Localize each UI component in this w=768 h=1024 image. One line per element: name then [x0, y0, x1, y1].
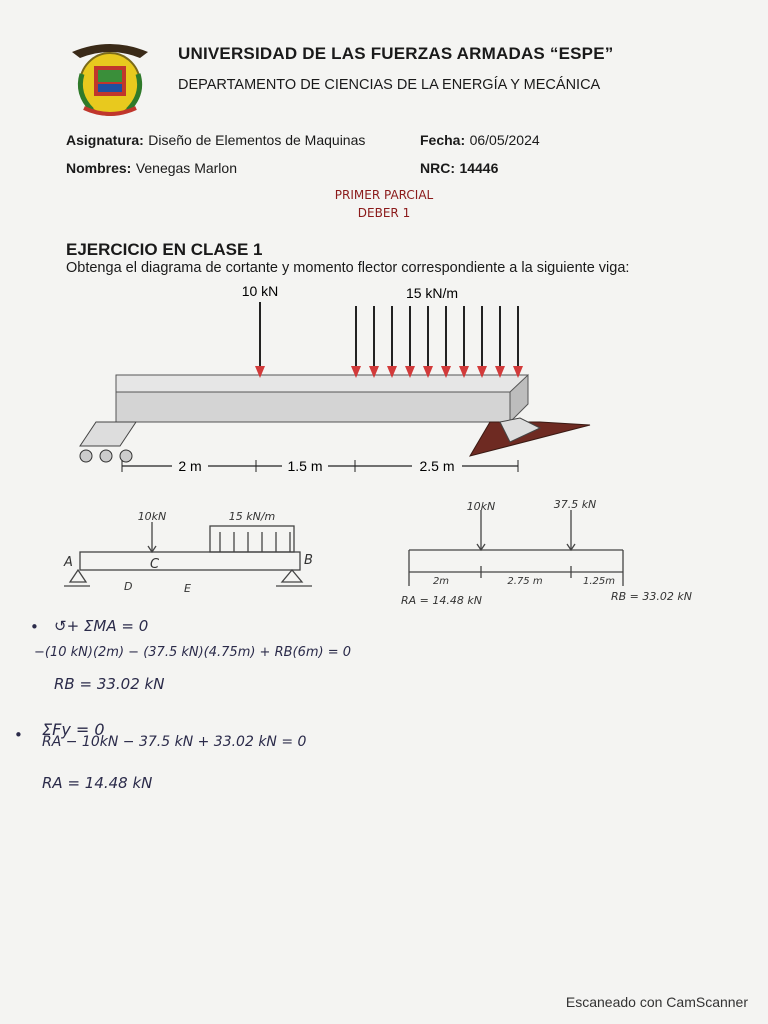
- nrc-label: NRC:: [420, 160, 455, 176]
- sketch-right-resultant: 37.5 kN: [553, 498, 597, 511]
- scanner-footer: Escaneado con CamScanner: [565, 994, 748, 1010]
- assignment-line2: DEBER 1: [357, 206, 411, 220]
- date-label: Fecha:: [420, 132, 466, 148]
- roller-support: [80, 422, 136, 446]
- sketch-left-label-c: C: [150, 557, 160, 572]
- exercise-title: EJERCICIO EN CLASE 1: [66, 240, 263, 259]
- work-line-6: RA = 14.48 kN: [42, 774, 153, 792]
- sketch-left-beam: [80, 552, 300, 570]
- sketch-left-label-a: A: [64, 555, 73, 570]
- dim-label-2: 1.5 m: [287, 458, 323, 474]
- date-value: 06/05/2024: [469, 132, 540, 148]
- sketch-left-label-d: D: [124, 580, 133, 593]
- sketch-right-ra: RA = 14.48 kN: [401, 594, 482, 607]
- work-line-5: RA − 10kN − 37.5 kN + 33.02 kN = 0: [42, 734, 307, 750]
- sketch-right-dim2: 2.75 m: [507, 576, 543, 587]
- nrc-row: [420, 160, 498, 178]
- sketch-right-dim1: 2m: [432, 576, 450, 587]
- university-name: UNIVERSIDAD DE LAS FUERZAS ARMADAS “ESPE”: [178, 44, 614, 63]
- nrc-value: 14446: [459, 160, 499, 176]
- beam-figure: [60, 280, 620, 480]
- distributed-load-label: 15 kN/m: [405, 285, 459, 301]
- department-name: DEPARTAMENTO DE CIENCIAS DE LA ENERGÍA Y MECÁNICA: [178, 77, 601, 93]
- sketch-right: [395, 494, 725, 610]
- sketch-left-distributed: 15 kN/m: [228, 510, 276, 523]
- sketch-right-rb: RB = 33.02 kN: [611, 590, 692, 603]
- subject-row: [66, 132, 365, 150]
- sketch-left: [60, 500, 330, 600]
- work-bullet-2: •: [14, 726, 23, 744]
- subject-value: Diseño de Elementos de Maquinas: [148, 132, 366, 148]
- sketch-left-label-e: E: [184, 582, 191, 595]
- work-line-1: ↺+ ΣMA = 0: [54, 617, 149, 635]
- beam-top-face: [116, 375, 528, 392]
- work-line-3: RB = 33.02 kN: [54, 675, 165, 693]
- sketch-right-point-load: 10kN: [466, 500, 496, 513]
- dim-label-1: 2 m: [178, 458, 202, 474]
- names-label: Nombres:: [66, 160, 132, 176]
- date-row: [420, 132, 540, 150]
- dim-label-3: 2.5 m: [419, 458, 455, 474]
- names-value: Venegas Marlon: [135, 160, 237, 176]
- names-row: [66, 160, 237, 178]
- beam-front-face: [116, 392, 510, 422]
- work-bullet-1: •: [30, 618, 39, 636]
- subject-label: Asignatura:: [66, 132, 144, 148]
- sketch-right-dim3: 1.25m: [582, 576, 616, 587]
- exercise-description: Obtenga el diagrama de cortante y momento flector correspondiente a la siguiente viga:: [66, 260, 630, 276]
- university-logo: [62, 34, 158, 118]
- point-load-label: 10 kN: [241, 283, 279, 299]
- assignment-line1: PRIMER PARCIAL: [334, 188, 434, 202]
- work-line-2: −(10 kN)(2m) − (37.5 kN)(4.75m) + RB(6m) = 0: [34, 645, 352, 660]
- distributed-load-arrows: [351, 306, 523, 378]
- sketch-left-label-b: B: [304, 553, 313, 568]
- work-line-4: ΣFy = 0: [42, 720, 105, 739]
- sketch-left-point-load: 10kN: [137, 510, 167, 523]
